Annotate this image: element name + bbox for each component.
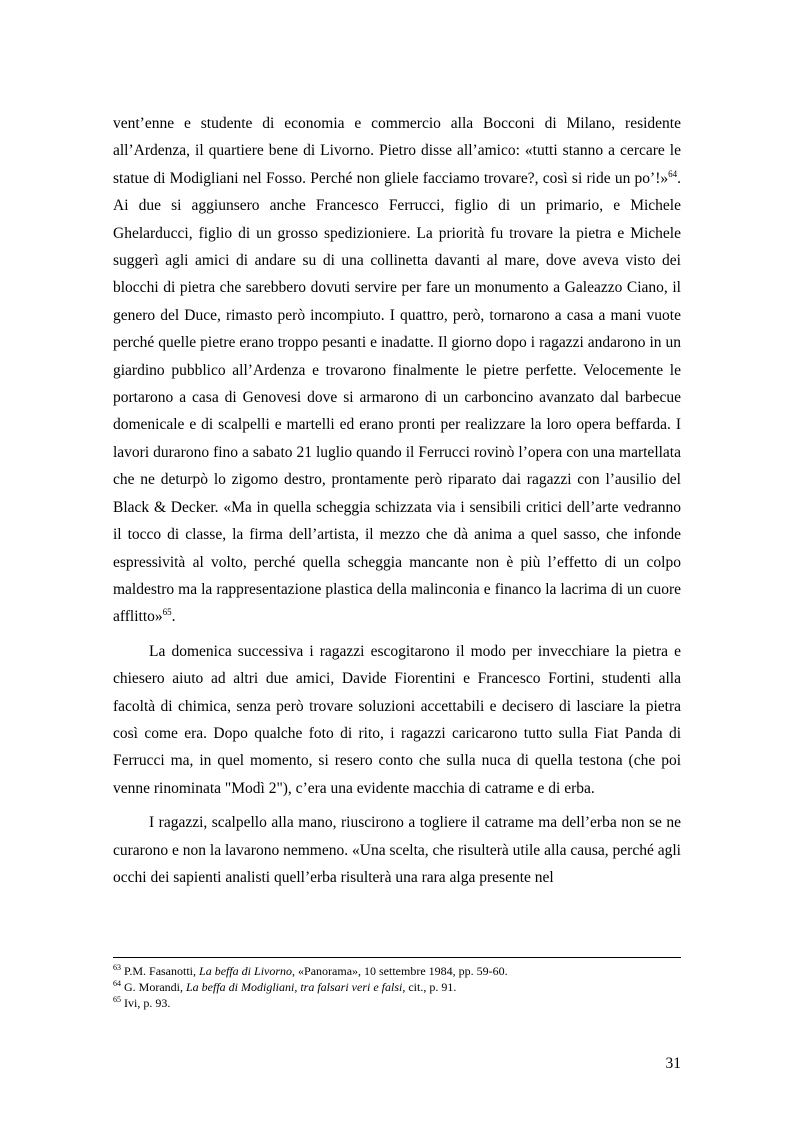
footnote-number: 63 [113, 963, 121, 972]
footnote-63 [113, 963, 681, 979]
footnote-title: La beffa di Livorno [199, 964, 293, 978]
footnote-number: 65 [113, 995, 121, 1004]
paragraph-1 [113, 110, 681, 631]
footnote-separator [113, 957, 681, 958]
footnote-ref-65[interactable]: 65 [162, 607, 172, 618]
footnote-title: La beffa di Modigliani, tra falsari veri e falsi [186, 980, 403, 994]
paragraph-1-text-a: vent’enne e studente di economia e commercio alla Bocconi di Milano, residente all’Ardenza, il quartiere bene di Livorno. Pietro disse all’amico: «tutti stanno a cercare le statue di Modigliani nel Fosso. Perché non gliele facciamo trovare?, così si ride un po’!» [113, 115, 681, 187]
paragraph-3: I ragazzi, scalpello alla mano, riuscirono a togliere il catrame ma dell’erba non se ne curarono e non la lavarono nemmeno. «Una scelta, che risulterà utile alla causa, perché agli occhi dei sapienti analisti quell’erba risulterà una rara alga presente nel [113, 814, 681, 886]
paragraph-1-text-c: . [171, 608, 176, 626]
footnotes [113, 963, 681, 1011]
footnote-number: 64 [113, 979, 121, 988]
footnote-text: G. Morandi, [121, 980, 186, 994]
footnote-text: Ivi, p. 93. [121, 996, 171, 1010]
footnote-64 [113, 979, 681, 995]
paragraph-2: La domenica successiva i ragazzi escogitarono il modo per invecchiare la pietra e chiesero aiuto ad altri due amici, Davide Fiorentini e Francesco Fortini, studenti alla facoltà di chimica, senza però trovare soluzioni accettabili e decisero di lasciare la pietra così come era. Dopo qualche foto di rito, i ragazzi caricarono tutto sulla Fiat Panda di Ferrucci ma, in quel momento, si resero conto che sulla nuca di quella testona (che poi venne rinominata "Modì 2"), c’era una evidente macchia di catrame e di erba. [113, 642, 681, 797]
footnote-text: , «Panorama», 10 settembre 1984, pp. 59-60. [292, 964, 508, 978]
footnote-text: , cit., p. 91. [402, 980, 457, 994]
footnote-ref-64[interactable]: 64 [668, 168, 678, 179]
footnote-65 [113, 995, 681, 1011]
paragraph-1-text-b: . Ai due si aggiunsero anche Francesco Ferrucci, figlio di un primario, e Michele Ghelarducci, figlio di un grosso spedizioniere. La priorità fu trovare la pietra e Michele suggerì agli amici di andare su di una collinetta davanti al mare, dove aveva visto dei blocchi di pietra che sarebbero dovuti servire per fare un monumento a Galeazzo Ciano, il genero del Duce, rimasto però incompiuto. I quattro, però, tornarono a casa a mani vuote perché quelle pietre erano troppo pesanti e inadatte. Il giorno dopo i ragazzi andarono in un giardino pubblico all’Ardenza e trovarono finalmente le pietre perfette. Velocemente le portarono a casa di Genovesi dove si armarono di un carboncino avanzato dal barbecue domenicale e di scalpelli e martelli ed erano pronti per realizzare la loro opera beffarda. I lavori durarono fino a sabato 21 luglio quando il Ferrucci rovinò l’opera con una martellata che ne deturpò lo zigomo destro, prontamente però riparato dai ragazzi con l’ausilio del Black & Decker. «Ma in quella scheggia schizzata via i sensibili critici dell’arte vedranno il tocco di classe, la firma dell’artista, il mezzo che dà anima a quel sasso, che infonde espressività al volto, perché quella scheggia mancante non è più l’effetto di un colpo maldestro ma la rappresentazione plastica della malinconia e financo la lacrima di un cuore afflitto» [113, 169, 681, 626]
footnote-text: P.M. Fasanotti, [121, 964, 200, 978]
page-number: 31 [665, 1055, 681, 1072]
body-text [113, 110, 681, 898]
